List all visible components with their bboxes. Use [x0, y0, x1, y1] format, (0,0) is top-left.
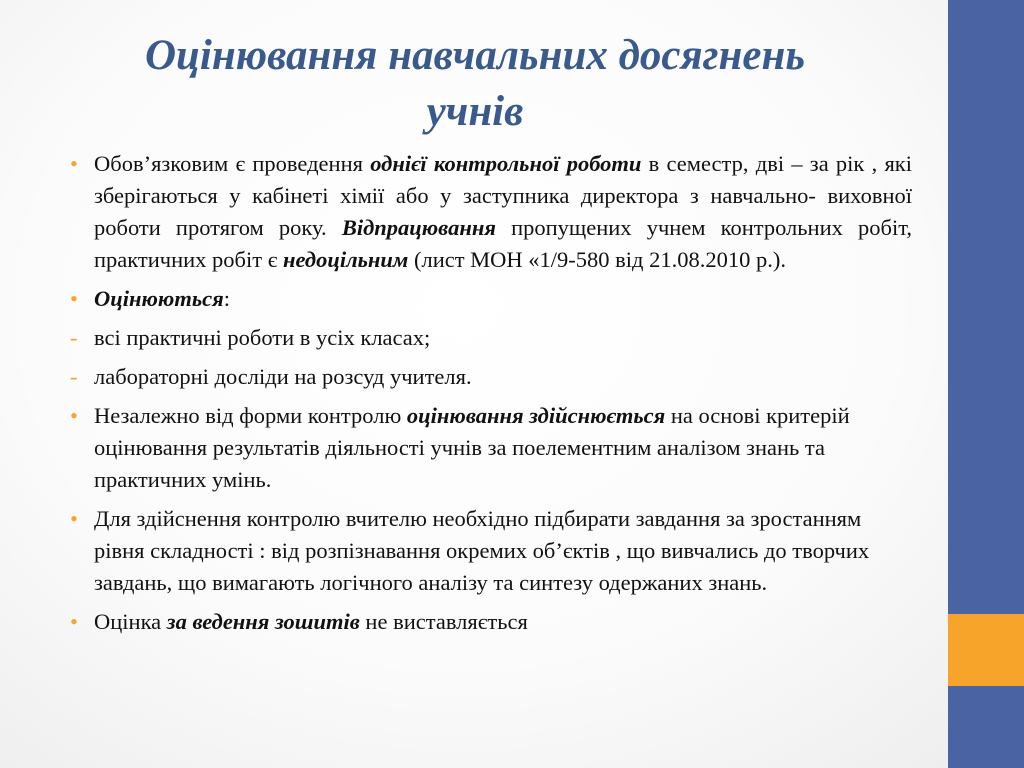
- bullet-item-control-form: [70, 400, 912, 496]
- dash-item-lab-experiments: [70, 361, 912, 393]
- bullet-marker: •: [70, 506, 78, 531]
- item-text: лабораторні досліди на розсуд учителя.: [94, 364, 472, 389]
- item-text: на основі критерій оцінювання результатів діяльності учнів за поелементним аналізом знань та практичних умінь.: [94, 403, 850, 492]
- bullet-marker: •: [70, 151, 78, 176]
- bullet-item-evaluated: [70, 283, 912, 315]
- bullet-marker: •: [70, 403, 78, 428]
- dash-marker: -: [70, 364, 78, 389]
- item-emphasis: за ведення зошитів: [166, 609, 360, 634]
- slide-content: [70, 148, 912, 645]
- item-text: всі практичні роботи в усіх класах;: [94, 325, 431, 350]
- bullet-marker: •: [70, 286, 78, 311]
- slide-title: [60, 28, 890, 140]
- title-line-1: Оцінювання навчальних досягнень: [144, 32, 806, 79]
- side-bar-orange-accent: [948, 614, 1024, 686]
- item-emphasis: оцінювання здійснюється: [406, 403, 666, 428]
- side-bar-blue-bottom: [948, 686, 1024, 768]
- bullet-item-control-work: [70, 148, 912, 276]
- item-text: Оцінка: [94, 609, 167, 634]
- side-bar-blue: [948, 0, 1024, 614]
- item-emphasis: Відпрацювання: [341, 215, 496, 240]
- item-text: не виставляється: [359, 609, 528, 634]
- item-text: Незалежно від форми контролю: [94, 403, 407, 428]
- item-text: пропущених учнем контрольних робіт, практичних робіт є: [94, 215, 912, 272]
- dash-marker: -: [70, 325, 78, 350]
- bullet-marker: •: [70, 609, 78, 634]
- item-text: :: [223, 286, 230, 311]
- bullet-item-task-selection: [70, 503, 912, 599]
- item-emphasis: недоцільним: [283, 247, 409, 272]
- item-text: Для здійснення контролю вчителю необхідно підбирати завдання за зростанням рівня складності : від розпізнавання окремих об’єктів , що вивчались до творчих завдань, що вимагають логічного аналізу та синтезу одержаних знань.: [94, 506, 870, 595]
- item-emphasis: однієї контрольної роботи: [370, 151, 642, 176]
- item-text: в семестр, дві – за рік , які зберігаються у кабінеті хімії або у заступника директора з навчально- виховної роботи протягом року.: [94, 151, 912, 240]
- dash-item-practical-works: [70, 322, 912, 354]
- bullet-item-notebooks: [70, 606, 912, 638]
- item-text: Обов’язковим є проведення: [94, 151, 371, 176]
- item-text: (лист МОН «1/9-580 від 21.08.2010 р.).: [408, 247, 786, 272]
- title-line-2: учнів: [426, 88, 524, 135]
- item-emphasis: Оцінюються: [94, 286, 224, 311]
